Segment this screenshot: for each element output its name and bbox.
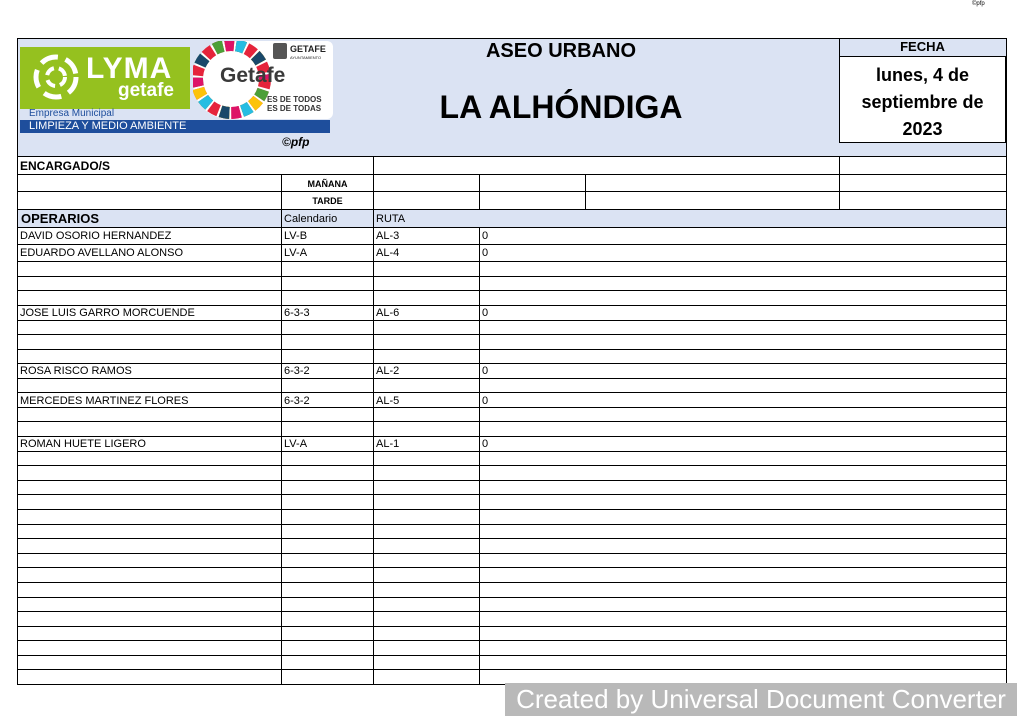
- row-separator: [17, 290, 1007, 291]
- operario-value: 0: [482, 438, 489, 450]
- col-ruta: RUTA: [376, 213, 406, 225]
- operario-name: JOSE LUIS GARRO MORCUENDE: [20, 307, 195, 319]
- fecha-line-3: 2023: [902, 119, 943, 139]
- row-separator: [17, 509, 1007, 510]
- lyma-logo: [20, 47, 190, 109]
- operario-name: EDUARDO AVELLANO ALONSO: [20, 247, 184, 259]
- operario-name: ROMAN HUETE LIGERO: [20, 438, 146, 450]
- operario-value: 0: [482, 395, 489, 407]
- operario-calendario: 6-3-2: [284, 395, 310, 407]
- row-separator: [17, 465, 1007, 466]
- fecha-label: FECHA: [900, 39, 945, 54]
- getafe-city-sub: AYUNTAMIENTO: [290, 55, 322, 60]
- operario-name: MERCEDES MARTINEZ FLORES: [20, 395, 189, 407]
- row-separator: [17, 436, 1007, 437]
- fecha-line-2: septiembre de: [861, 92, 984, 112]
- getafe-logo: [193, 41, 333, 119]
- operario-name: ROSA RISCO RAMOS: [20, 365, 132, 377]
- row-separator: [17, 611, 1007, 612]
- row-separator: [17, 421, 1007, 422]
- converter-watermark: Created by Universal Document Converter: [505, 683, 1017, 716]
- operarios-header-band: [18, 210, 1006, 227]
- row-separator: [17, 363, 1007, 364]
- row-separator: [17, 538, 1007, 539]
- operario-ruta: AL-5: [376, 395, 400, 407]
- header-copyright: ©pfp: [282, 135, 310, 149]
- row-separator: [17, 655, 1007, 656]
- operario-name: DAVID OSORIO HERNANDEZ: [20, 230, 172, 242]
- operarios-label: OPERARIOS: [21, 211, 100, 226]
- operario-value: 0: [482, 247, 489, 259]
- getafe-shield-icon: [273, 43, 287, 59]
- operario-ruta: AL-6: [376, 307, 400, 319]
- getafe-city: GETAFE: [290, 44, 326, 54]
- row-separator: [17, 640, 1007, 641]
- row-separator: [17, 553, 1007, 554]
- row-separator: [17, 392, 1007, 393]
- operario-value: 0: [482, 365, 489, 377]
- row-separator: [17, 597, 1007, 598]
- getafe-logo-text: Getafe: [220, 64, 286, 87]
- operario-calendario: LV-A: [284, 247, 308, 259]
- col-calendario: Calendario: [284, 213, 338, 225]
- getafe-slogan-2: ES DE TODAS: [267, 104, 322, 113]
- row-separator: [17, 261, 1007, 262]
- operario-ruta: AL-4: [376, 247, 400, 259]
- row-separator: [17, 626, 1007, 627]
- operario-value: 0: [482, 230, 489, 242]
- row-separator: [17, 669, 1007, 670]
- row-separator: [17, 524, 1007, 525]
- lyma-subtitle: Empresa Municipal: [29, 108, 115, 119]
- row-separator: [17, 334, 1007, 335]
- lyma-name: LYMA: [86, 52, 173, 85]
- manana-label: MAÑANA: [307, 179, 348, 189]
- row-separator: [17, 320, 1007, 321]
- getafe-slogan-1: ES DE TODOS: [267, 95, 322, 104]
- operario-calendario: LV-B: [284, 230, 308, 242]
- row-separator: [17, 244, 1007, 245]
- operario-ruta: AL-3: [376, 230, 400, 242]
- title-aseo-urbano: ASEO URBANO: [485, 40, 636, 62]
- tarde-label: TARDE: [312, 196, 343, 206]
- fecha-line-1: lunes, 4 de: [875, 65, 970, 85]
- row-separator: [17, 567, 1007, 568]
- title-alhondiga: LA ALHÓNDIGA: [439, 89, 683, 125]
- row-separator: [17, 349, 1007, 350]
- row-separator: [17, 494, 1007, 495]
- lyma-getafe-name: getafe: [118, 80, 174, 101]
- row-separator: [17, 378, 1007, 379]
- fecha-box: [839, 56, 1006, 143]
- operario-calendario: 6-3-2: [284, 365, 310, 377]
- operario-calendario: LV-A: [284, 438, 308, 450]
- encargados-label: ENCARGADO/S: [20, 159, 111, 173]
- row-separator: [17, 582, 1007, 583]
- row-separator: [17, 451, 1007, 452]
- operario-ruta: AL-2: [376, 365, 400, 377]
- operario-calendario: 6-3-3: [284, 307, 310, 319]
- operario-value: 0: [482, 307, 489, 319]
- row-separator: [17, 480, 1007, 481]
- row-separator: [17, 276, 1007, 277]
- top-copyright-tag: ©pfp: [972, 1, 985, 7]
- lyma-bar-label: LIMPIEZA Y MEDIO AMBIENTE: [20, 120, 330, 133]
- operario-ruta: AL-1: [376, 438, 400, 450]
